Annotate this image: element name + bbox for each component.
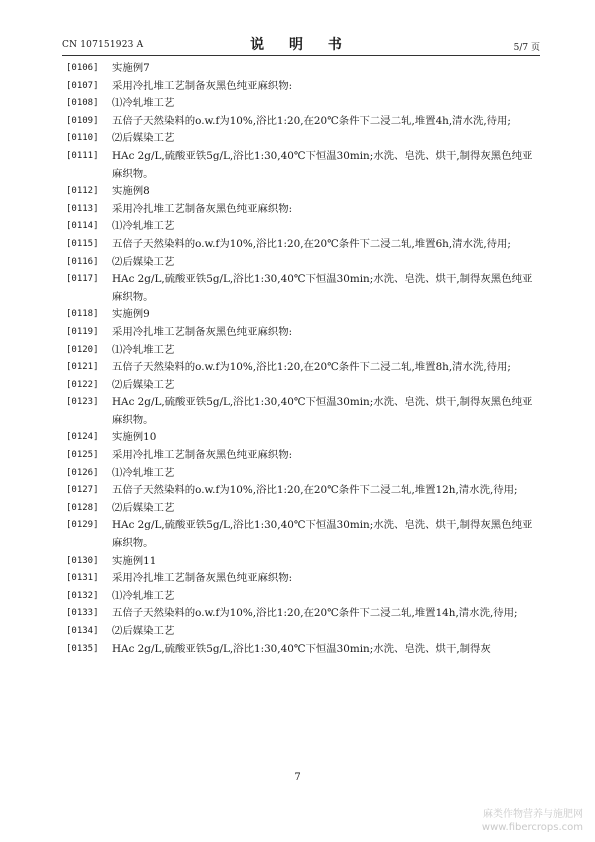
paragraph-number: [0125]: [66, 450, 99, 461]
paragraph-text: 采用冷扎堆工艺制备灰黑色纯亚麻织物:: [112, 202, 293, 215]
paragraph-text: 实施例11: [112, 554, 157, 567]
paragraph: [66, 271, 542, 306]
paragraph-number: [0134]: [66, 626, 99, 636]
paragraph-text: ⑴冷轧堆工艺: [112, 220, 175, 233]
paragraph-number: [0133]: [66, 608, 99, 619]
paragraph: [66, 218, 542, 236]
paragraph-number: [0107]: [66, 80, 99, 91]
paragraph-text: 五倍子天然染料的o.w.f为10%,浴比1:20,在20℃条件下二浸二轧,堆置14h,清水洗,待用;: [112, 607, 518, 620]
paragraph: [66, 342, 542, 360]
paragraph-text: ⑵后媒染工艺: [112, 378, 175, 391]
paragraph-number: [0116]: [66, 256, 99, 267]
paragraph: [66, 641, 542, 659]
paragraph-number: [0127]: [66, 485, 99, 496]
header-divider: [62, 55, 540, 56]
paragraph-text: ⑵后媒染工艺: [112, 501, 175, 514]
paragraph: [66, 553, 542, 571]
paragraph-text: 五倍子天然染料的o.w.f为10%,浴比1:20,在20℃条件下二浸二轧,堆置12h,清水洗,待用;: [112, 484, 518, 497]
paragraph-text: 五倍子天然染料的o.w.f为10%,浴比1:20,在20℃条件下二浸二轧,堆置6h,清水洗,待用;: [112, 237, 511, 250]
paragraph-text: HAc 2g/L,硫酸亚铁5g/L,浴比1:30,40℃下恒温30min;水洗、皂洗、烘干,制得灰黑色纯亚麻织物。: [112, 273, 533, 303]
paragraph-text: 采用冷扎堆工艺制备灰黑色纯亚麻织物:: [112, 79, 293, 92]
patent-number: CN 107151923 A: [62, 40, 144, 50]
paragraph-number: [0135]: [66, 643, 99, 654]
paragraph: [66, 465, 542, 483]
paragraph-number: [0114]: [66, 221, 99, 232]
paragraph-text: 五倍子天然染料的o.w.f为10%,浴比1:20,在20℃条件下二浸二轧,堆置4h,清水洗,待用;: [112, 114, 511, 127]
paragraph-number: [0129]: [66, 520, 99, 531]
paragraph: [66, 570, 542, 588]
paragraph-number: [0120]: [66, 344, 99, 355]
paragraph: [66, 306, 542, 324]
paragraph-text: ⑴冷轧堆工艺: [112, 466, 175, 479]
paragraph-number: [0119]: [66, 326, 99, 337]
paragraph: [66, 324, 542, 342]
paragraph-number: [0122]: [66, 379, 99, 390]
paragraph-number: [0109]: [66, 115, 99, 126]
paragraph: [66, 605, 542, 623]
paragraph: [66, 236, 542, 254]
paragraph-text: ⑴冷轧堆工艺: [112, 589, 175, 602]
paragraph-number: [0121]: [66, 362, 99, 373]
page-number: 7: [294, 772, 301, 783]
paragraph-number: [0106]: [66, 63, 99, 73]
paragraph: [66, 623, 542, 641]
paragraph: [66, 201, 542, 219]
paragraph: [66, 183, 542, 201]
paragraph: [66, 359, 542, 377]
paragraph-text: ⑵后媒染工艺: [112, 625, 175, 637]
document-title: 说 明 书: [250, 37, 352, 53]
paragraph: [66, 254, 542, 272]
page-header: [62, 34, 540, 54]
watermark-line-2: www.fibercrops.com: [481, 822, 583, 833]
paragraph: [66, 95, 542, 113]
paragraph-text: HAc 2g/L,硫酸亚铁5g/L,浴比1:30,40℃下恒温30min;水洗、皂洗、烘干,制得灰黑色纯亚麻织物。: [112, 396, 533, 426]
paragraph-text: 实施例7: [112, 62, 150, 74]
paragraph-number: [0110]: [66, 133, 99, 144]
paragraph: [66, 482, 542, 500]
paragraph-text: 实施例8: [112, 185, 150, 198]
page-indicator: 5/7 页: [513, 43, 540, 53]
paragraph-number: [0113]: [66, 203, 99, 214]
paragraph-number: [0112]: [66, 186, 99, 197]
paragraph-text: 实施例9: [112, 308, 150, 321]
paragraph-number: [0128]: [66, 502, 99, 513]
paragraph-number: [0115]: [66, 238, 99, 249]
paragraph-number: [0132]: [66, 590, 99, 601]
paragraph-number: [0111]: [66, 150, 99, 161]
paragraph: [66, 588, 542, 606]
paragraph-number: [0130]: [66, 555, 99, 566]
document-body: [66, 60, 542, 658]
paragraph-number: [0124]: [66, 432, 99, 443]
paragraph-number: [0108]: [66, 98, 99, 109]
paragraph-text: 实施例10: [112, 431, 157, 444]
paragraph-text: ⑴冷轧堆工艺: [112, 343, 175, 356]
paragraph: [66, 60, 542, 78]
paragraph-number: [0117]: [66, 274, 99, 285]
paragraph: [66, 517, 542, 552]
paragraph: [66, 500, 542, 518]
paragraph-text: HAc 2g/L,硫酸亚铁5g/L,浴比1:30,40℃下恒温30min;水洗、皂洗、烘干,制得灰黑色纯亚麻织物。: [112, 149, 533, 180]
paragraph: [66, 447, 542, 465]
paragraph-text: ⑵后媒染工艺: [112, 255, 175, 268]
paragraph: [66, 429, 542, 447]
paragraph-number: [0118]: [66, 309, 99, 320]
paragraph: [66, 113, 542, 131]
watermark: [482, 808, 583, 834]
watermark-line-1: 麻类作物营养与施肥网: [483, 809, 583, 820]
paragraph: [66, 148, 542, 183]
paragraph: [66, 130, 542, 148]
paragraph-number: [0123]: [66, 397, 99, 408]
paragraph-text: 采用冷扎堆工艺制备灰黑色纯亚麻织物:: [112, 449, 293, 462]
paragraph-text: HAc 2g/L,硫酸亚铁5g/L,浴比1:30,40℃下恒温30min;水洗、皂洗、烘干,制得灰黑色纯亚麻织物。: [112, 519, 533, 550]
paragraph: [66, 377, 542, 395]
paragraph-number: [0126]: [66, 467, 99, 478]
paragraph-text: 五倍子天然染料的o.w.f为10%,浴比1:20,在20℃条件下二浸二轧,堆置8h,清水洗,待用;: [112, 361, 511, 374]
paragraph-text: ⑴冷轧堆工艺: [112, 97, 175, 110]
paragraph-text: ⑵后媒染工艺: [112, 132, 175, 145]
paragraph-text: 采用冷扎堆工艺制备灰黑色纯亚麻织物:: [112, 572, 293, 585]
paragraph: [66, 394, 542, 429]
paragraph-text: 采用冷扎堆工艺制备灰黑色纯亚麻织物:: [112, 325, 293, 338]
paragraph: [66, 78, 542, 96]
paragraph-text: HAc 2g/L,硫酸亚铁5g/L,浴比1:30,40℃下恒温30min;水洗、皂洗、烘干,制得灰: [112, 642, 491, 655]
paragraph-number: [0131]: [66, 573, 99, 584]
